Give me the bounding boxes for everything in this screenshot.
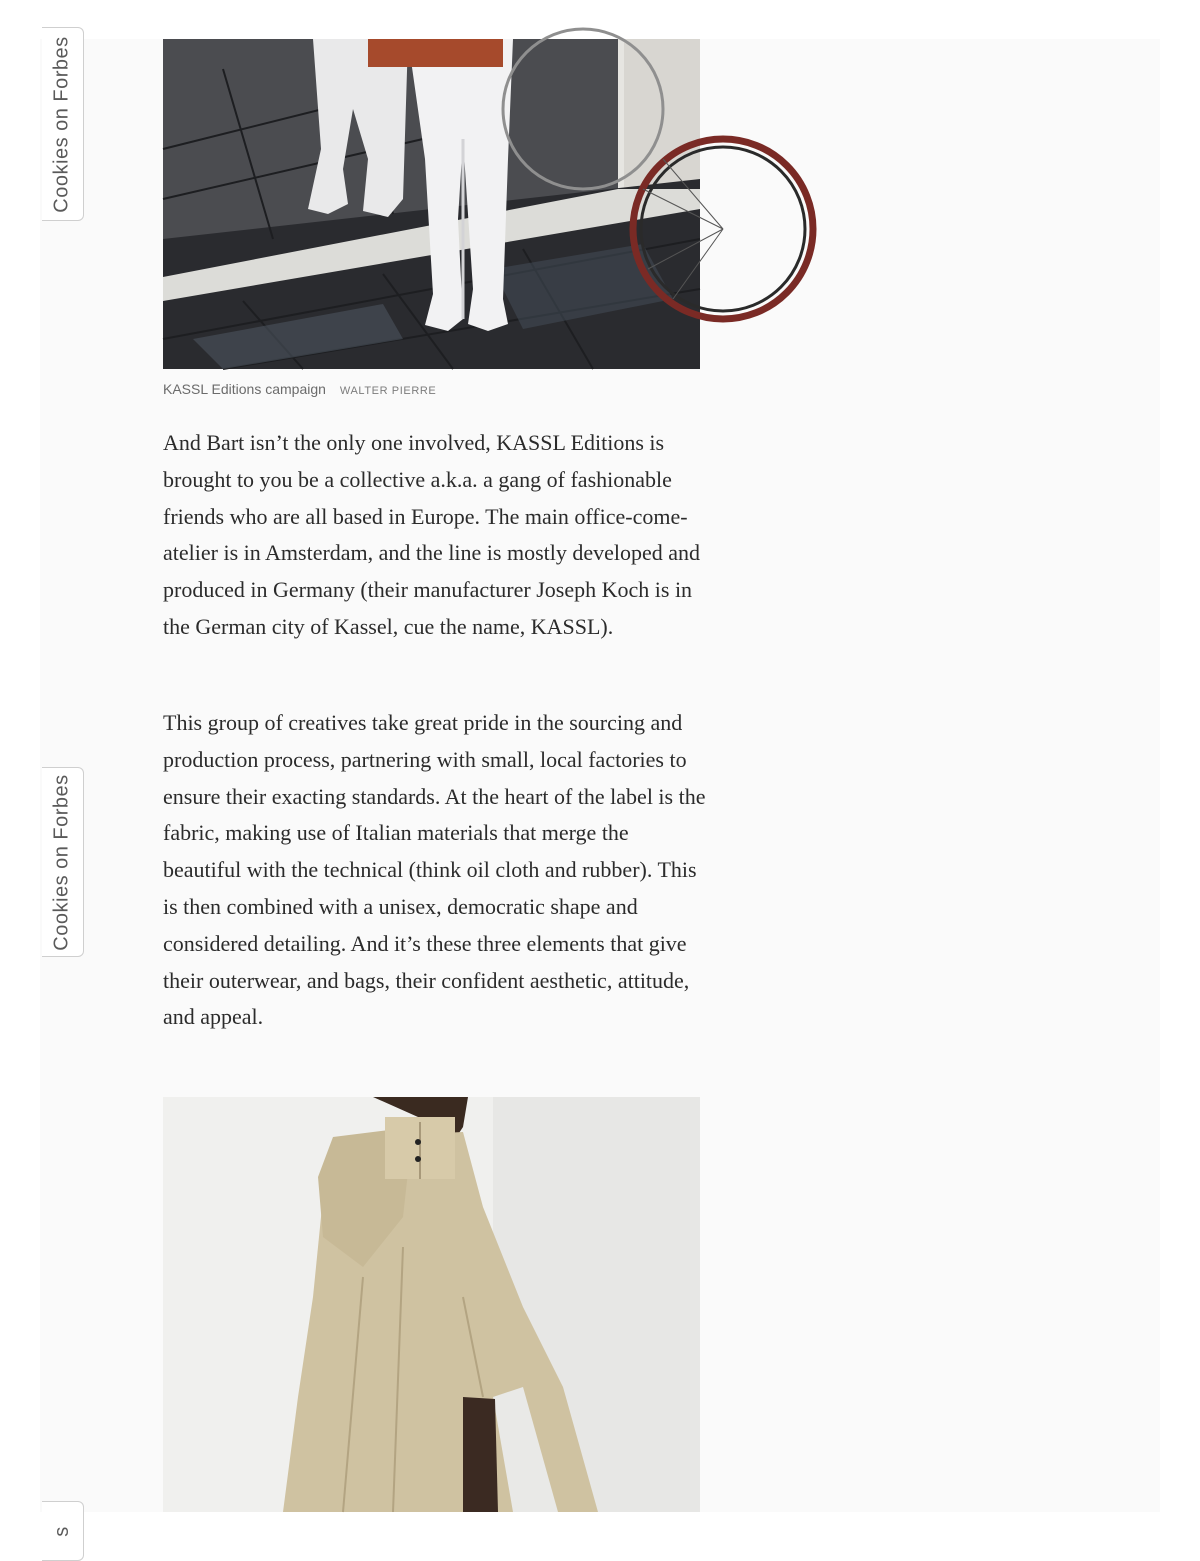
campaign-photo-cape (163, 1097, 700, 1512)
cookies-tab[interactable] (42, 767, 84, 957)
cookies-tab[interactable] (42, 27, 84, 221)
caption-text: KASSL Editions campaign (163, 381, 326, 397)
cookies-tab[interactable] (42, 1501, 84, 1561)
caption-credit: WALTER PIERRE (339, 385, 437, 397)
page-frame (40, 35, 1160, 1537)
campaign-photo-trousers (163, 39, 700, 369)
paragraph: And Bart isn’t the only one involved, KASSL Editions is brought to you be a collective a.k.a. a gang of fashionable friends who are all based in Europe. The main office-come-atelier is in Amsterdam, and the line is mostly developed and produced in Germany (their manufacturer Joseph Koch is in the German city of Kassel, cue the name, KASSL). (163, 430, 701, 639)
paragraph: This group of creatives take great pride in the sourcing and production process, partnering with small, local factories to ensure their exacting standards. At the heart of the label is the fabric, making use of Italian materials that merge the beautiful with the technical (think oil cloth and rubber). This is then combined with a unisex, democratic shape and considered detailing. And it’s these three elements that give their outerwear, and bags, their confident aesthetic, attitude, and appeal. (163, 710, 706, 1030)
cookies-tab-label: Cookies on Forbes (51, 773, 73, 951)
image-caption (163, 381, 701, 397)
cookies-tab-label: s (51, 1525, 73, 1537)
cookies-tab-label: Cookies on Forbes (51, 35, 73, 213)
